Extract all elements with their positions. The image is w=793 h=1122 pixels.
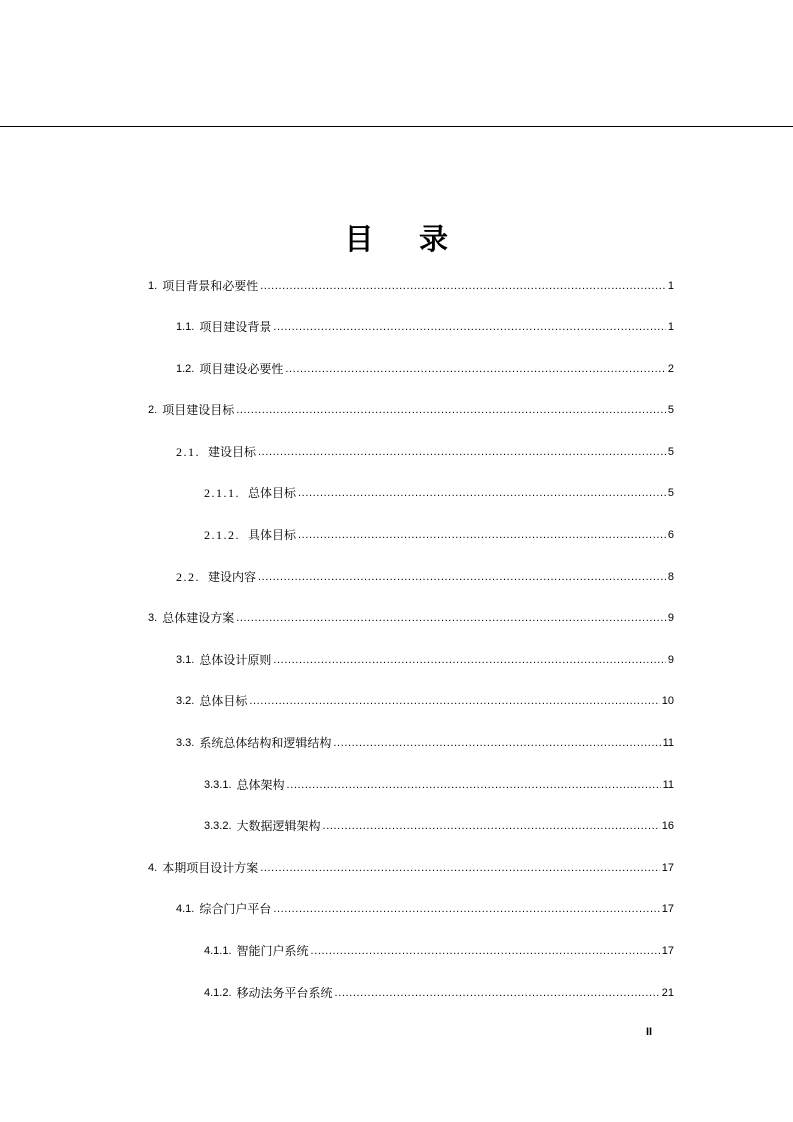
toc-entry[interactable]: [176, 735, 674, 751]
toc-entry-label: 智能门户系统: [236, 944, 309, 958]
toc-entry-label: 总体架构: [236, 778, 285, 792]
toc-entry-page: 5: [667, 487, 674, 499]
toc-entry[interactable]: [176, 901, 674, 917]
toc-entry-number: 3.3.: [176, 737, 195, 749]
toc-leader: [285, 361, 666, 377]
toc-entry-label: 具体目标: [248, 528, 297, 542]
page-number: II: [646, 1026, 653, 1038]
toc-entry-label: 本期项目设计方案: [162, 861, 259, 875]
toc-entry[interactable]: [148, 402, 674, 418]
toc-entry-page: 2: [667, 363, 674, 375]
toc-leader: [258, 444, 666, 460]
toc-entry[interactable]: [176, 444, 674, 460]
toc-leader: [236, 402, 666, 418]
toc-entry-label: 移动法务平台系统: [236, 986, 333, 1000]
toc-entry-page: 16: [661, 820, 674, 832]
toc-entry-page: 8: [667, 571, 674, 583]
toc-entry-label: 项目建设目标: [162, 403, 235, 417]
toc-entry-number: 3.: [148, 612, 158, 624]
toc-entry-label: 系统总体结构和逻辑结构: [199, 736, 332, 750]
toc-entry-page: 1: [667, 280, 674, 292]
toc-entry-page: 5: [667, 446, 674, 458]
toc-entry-label: 项目建设背景: [199, 320, 272, 334]
toc-leader: [311, 943, 660, 959]
toc-entry-page: 21: [661, 987, 674, 999]
toc-entry[interactable]: [176, 652, 674, 668]
toc-entry-label: 大数据逻辑架构: [236, 819, 321, 833]
toc-entry[interactable]: [176, 361, 674, 377]
title-char-1: 目: [344, 222, 374, 256]
toc-entry[interactable]: [204, 985, 674, 1001]
toc-entry-number: 2.2.: [176, 570, 200, 584]
toc-leader: [298, 485, 666, 501]
toc-entry-number: 4.1.2.: [204, 987, 232, 999]
toc-entry[interactable]: [204, 818, 674, 834]
toc-entry-number: 1.: [148, 280, 158, 292]
toc-entry-page: 6: [667, 529, 674, 541]
toc-entry-label: 综合门户平台: [199, 902, 272, 916]
toc-entry[interactable]: [148, 610, 674, 626]
toc-leader: [249, 693, 659, 709]
toc-entry-label: 项目背景和必要性: [162, 279, 259, 293]
toc-leader: [260, 860, 660, 876]
toc-entry[interactable]: [204, 777, 674, 793]
toc-entry-number: 4.1.1.: [204, 945, 232, 957]
toc-entry[interactable]: [148, 860, 674, 876]
toc-entry-page: 17: [661, 862, 674, 874]
toc-entry-number: 3.3.2.: [204, 820, 232, 832]
toc-entry-page: 9: [667, 654, 674, 666]
toc-leader: [260, 278, 666, 294]
toc-entry-label: 项目建设必要性: [199, 362, 284, 376]
toc-entry-label: 建设目标: [208, 445, 257, 459]
toc-leader: [236, 610, 666, 626]
toc-entry-number: 1.2.: [176, 363, 195, 375]
toc-leader: [258, 569, 666, 585]
toc-entry-number: 3.3.1.: [204, 779, 232, 791]
toc-entry-number: 1.1.: [176, 321, 195, 333]
toc-entry-page: 1: [667, 321, 674, 333]
toc-entry-number: 3.1.: [176, 654, 195, 666]
toc-entry-number: 2.1.: [176, 445, 200, 459]
toc-entry[interactable]: [176, 569, 674, 585]
toc-entry[interactable]: [176, 693, 674, 709]
toc-entry-number: 2.1.1.: [204, 486, 240, 500]
toc-leader: [333, 735, 660, 751]
toc-entry-number: 2.1.2.: [204, 528, 240, 542]
title-char-2: 录: [419, 222, 449, 256]
toc-entry[interactable]: [148, 278, 674, 294]
toc-entry-label: 总体建设方案: [162, 611, 235, 625]
toc-entry-number: 2.: [148, 404, 158, 416]
toc-entry-label: 总体目标: [199, 694, 248, 708]
toc-entry-number: 3.2.: [176, 695, 195, 707]
toc-entry-label: 总体设计原则: [199, 653, 272, 667]
toc-entry-page: 11: [662, 779, 674, 791]
toc-entry-page: 11: [662, 737, 674, 749]
toc-entry-page: 17: [661, 903, 674, 915]
toc-entry-page: 5: [667, 404, 674, 416]
toc-entry[interactable]: [204, 943, 674, 959]
toc-entry-number: 4.: [148, 862, 158, 874]
toc-leader: [273, 901, 659, 917]
toc-leader: [273, 652, 666, 668]
toc-entry-label: 总体目标: [248, 486, 297, 500]
toc-leader: [335, 985, 660, 1001]
toc-leader: [298, 527, 666, 543]
toc-entry-page: 9: [667, 612, 674, 624]
toc-entry-page: 10: [661, 695, 674, 707]
toc-entry-page: 17: [661, 945, 674, 957]
toc-entry-number: 4.1.: [176, 903, 195, 915]
toc-entry[interactable]: [176, 319, 674, 335]
toc-leader: [323, 818, 660, 834]
toc-leader: [273, 319, 666, 335]
toc-entry[interactable]: [204, 485, 674, 501]
toc-leader: [287, 777, 661, 793]
toc-entry-label: 建设内容: [208, 570, 257, 584]
toc-entry[interactable]: [204, 527, 674, 543]
